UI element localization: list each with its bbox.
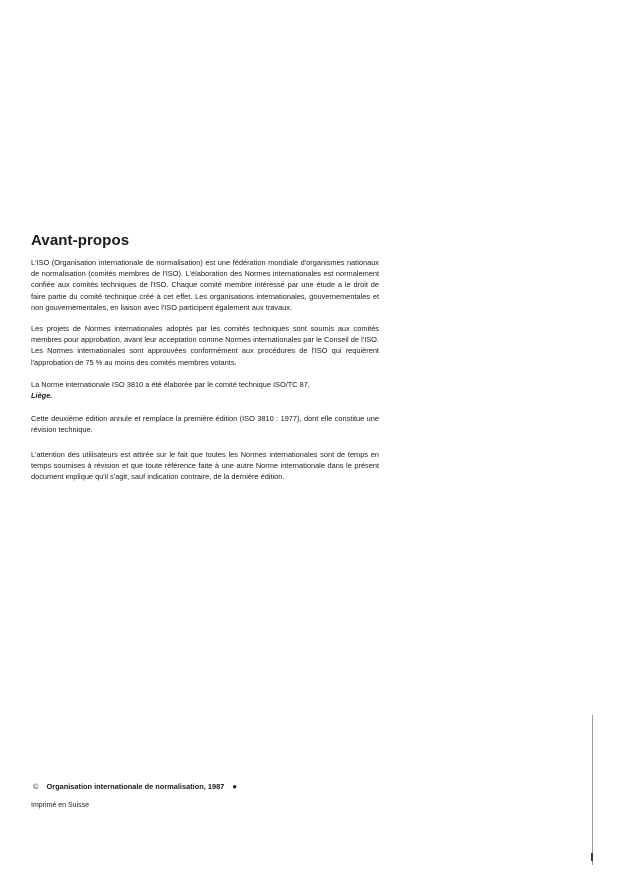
paragraph-iso-description: L'ISO (Organisation internationale de normalisation) est une fédération mondiale d'organismes nationaux de normalisation (comités membres de l'ISO). L'élaboration des Normes internationales est normalement confiée aux comités techniques de l'ISO. Chaque comité membre intéressé par une étude a le droit de faire partie du comité technique créé à cet effet. Les organisations internationales, gouvernementales et non gouvernementales, en liaison avec l'ISO participent également aux travaux. [31, 258, 379, 312]
margin-tick-mark [591, 853, 593, 861]
committee-sentence: La Norme internationale ISO 3810 a été élaborée par le comité technique ISO/TC 87, [31, 379, 310, 389]
copyright-text: Organisation internationale de normalisation, 1987 [46, 782, 225, 791]
margin-rule-line [592, 715, 593, 865]
foreword-body [31, 257, 379, 482]
printed-in-note: Imprimé en Suisse [31, 802, 89, 809]
paragraph-committee [31, 379, 379, 401]
paragraph-revision-notice: L'attention des utilisateurs est attirée sur le fait que toutes les Normes internationales sont de temps en temps soumises à révision et que toute référence faite à une autre Norme internationale dans le présent document implique qu'il s'agit, sauf indication contraire, de la dernière édition. [31, 449, 379, 482]
footer-copyright [33, 782, 237, 791]
committee-name: Liège. [31, 391, 53, 401]
page-title: Avant-propos [31, 232, 130, 249]
copyright-icon: © [33, 782, 39, 791]
paragraph-edition-note: Cette deuxième édition annule et remplace la première édition (ISO 3810 : 1977), dont elle constitue une révision technique. [31, 414, 379, 435]
bullet-icon: ● [232, 782, 238, 791]
paragraph-draft-approval: Les projets de Normes internationales adoptés par les comités techniques sont soumis aux comités membres pour approbation, avant leur acceptation comme Normes internationales par le Conseil de l'ISO. Les Normes internationales sont approuvées conformément aux procédures de l'ISO qui requièrent l'approbation de 75 % au moins des comités membres votants. [31, 324, 379, 367]
